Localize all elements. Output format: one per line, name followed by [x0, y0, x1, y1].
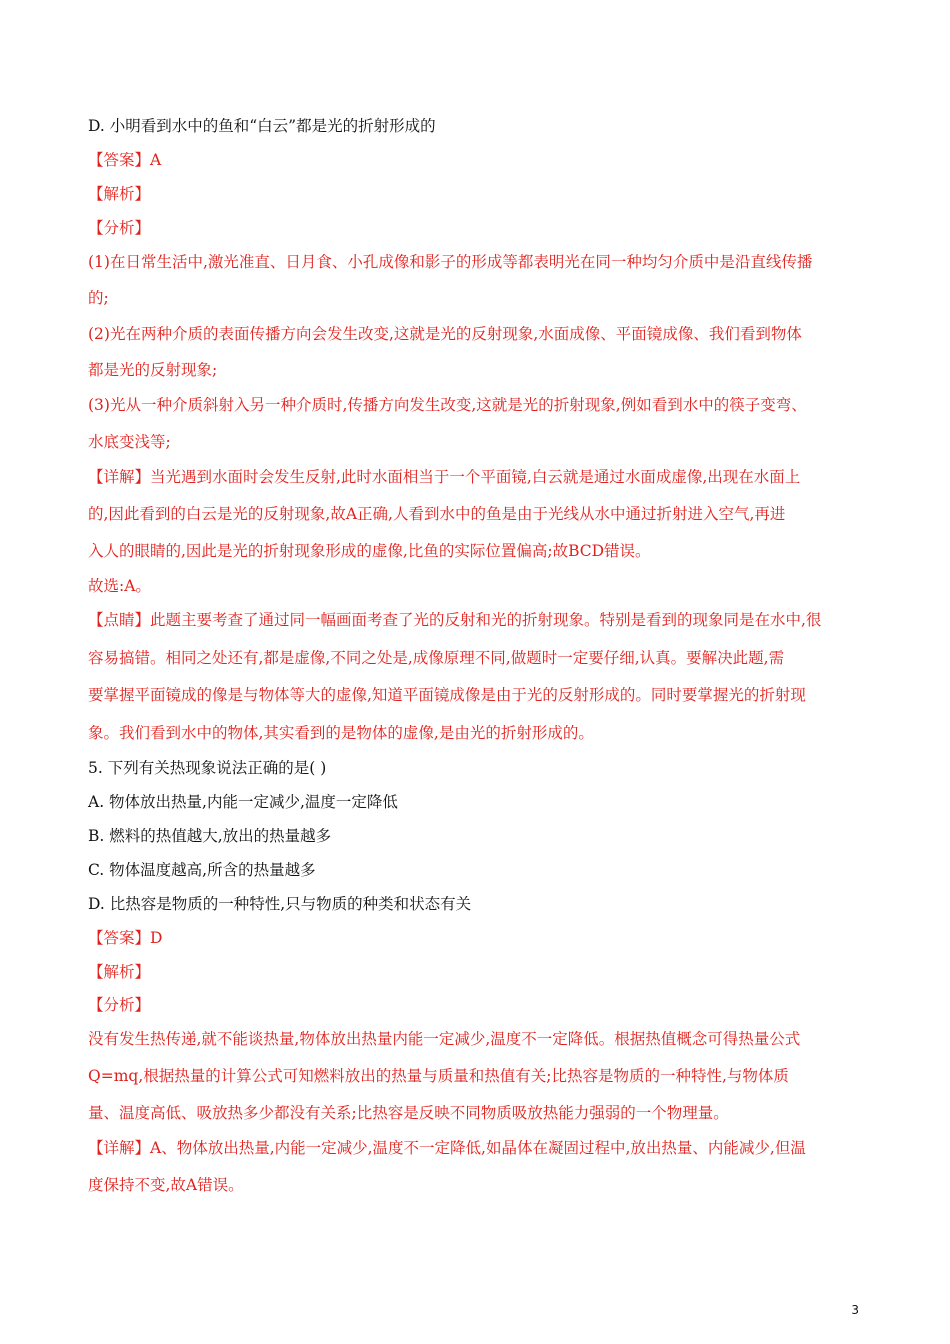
q5-detail-line1: 【详解】A、物体放出热量,内能一定减少,温度不一定降低,如晶体在凝固过程中,放出热量、内能减少,但温 — [88, 1139, 806, 1157]
q4-analysis-2-line2: 都是光的反射现象; — [88, 361, 218, 379]
q5-detail-line2: 度保持不变,故A错误。 — [88, 1176, 244, 1194]
q5-analysis-line1: 没有发生热传递,就不能谈热量,物体放出热量内能一定减少,温度不一定降低。根据热值概念可得热量公式 — [88, 1030, 801, 1048]
q4-fenxi-heading: 【分析】 — [88, 219, 151, 237]
q4-analysis-1-line1: (1)在日常生活中,激光准直、日月食、小孔成像和影子的形成等都表明光在同一种均匀介质中是沿直线传播 — [88, 253, 813, 271]
q4-comment-line1: 【点睛】此题主要考查了通过同一幅画面考查了光的反射和光的折射现象。特别是看到的现象同是在水中,很 — [88, 611, 822, 629]
q4-analysis-2-line1: (2)光在两种介质的表面传播方向会发生改变,这就是光的反射现象,水面成像、平面镜成像、我们看到物体 — [88, 325, 802, 343]
q5-stem: 5. 下列有关热现象说法正确的是( ) — [88, 759, 327, 777]
page-number: 3 — [851, 1303, 859, 1317]
q5-fenxi-heading: 【分析】 — [88, 996, 151, 1014]
q4-comment-line3: 要掌握平面镜成的像是与物体等大的虚像,知道平面镜成像是由于光的反射形成的。同时要掌握光的折射现 — [88, 686, 806, 704]
q4-answer: 【答案】A — [88, 151, 162, 169]
q4-option-d: D. 小明看到水中的鱼和“白云”都是光的折射形成的 — [88, 117, 436, 135]
q5-option-d: D. 比热容是物质的一种特性,只与物质的种类和状态有关 — [88, 895, 472, 913]
q4-jiexi-heading: 【解析】 — [88, 185, 151, 203]
q4-choice: 故选:A。 — [88, 577, 151, 595]
q4-analysis-3-line1: (3)光从一种介质斜射入另一种介质时,传播方向发生改变,这就是光的折射现象,例如看到水中的筷子变弯、 — [88, 396, 807, 414]
q5-analysis-line3: 量、温度高低、吸放热多少都没有关系;比热容是反映不同物质吸放热能力强弱的一个物理量。 — [88, 1104, 729, 1122]
q5-option-b: B. 燃料的热值越大,放出的热量越多 — [88, 827, 332, 845]
q4-detail-line2: 的,因此看到的白云是光的反射现象,故A正确,人看到水中的鱼是由于光线从水中通过折射进入空气,再进 — [88, 505, 786, 523]
q4-analysis-3-line2: 水底变浅等; — [88, 433, 171, 451]
q4-comment-line4: 象。我们看到水中的物体,其实看到的是物体的虚像,是由光的折射形成的。 — [88, 724, 594, 742]
q5-option-c: C. 物体温度越高,所含的热量越多 — [88, 861, 316, 879]
q4-comment-line2: 容易搞错。相同之处还有,都是虚像,不同之处是,成像原理不同,做题时一定要仔细,认真。要解决此题,需 — [88, 649, 785, 667]
q5-answer: 【答案】D — [88, 929, 163, 947]
q5-analysis-line2: Q=mq,根据热量的计算公式可知燃料放出的热量与质量和热值有关;比热容是物质的一种特性,与物体质 — [88, 1067, 789, 1085]
q4-detail-line3: 入人的眼睛的,因此是光的折射现象形成的虚像,比鱼的实际位置偏高;故BCD错误。 — [88, 542, 651, 560]
q4-analysis-1-line2: 的; — [88, 289, 109, 307]
q5-jiexi-heading: 【解析】 — [88, 963, 151, 981]
q5-option-a: A. 物体放出热量,内能一定减少,温度一定降低 — [88, 793, 398, 811]
q4-detail-line1: 【详解】当光遇到水面时会发生反射,此时水面相当于一个平面镜,白云就是通过水面成虚像,出现在水面上 — [88, 468, 801, 486]
